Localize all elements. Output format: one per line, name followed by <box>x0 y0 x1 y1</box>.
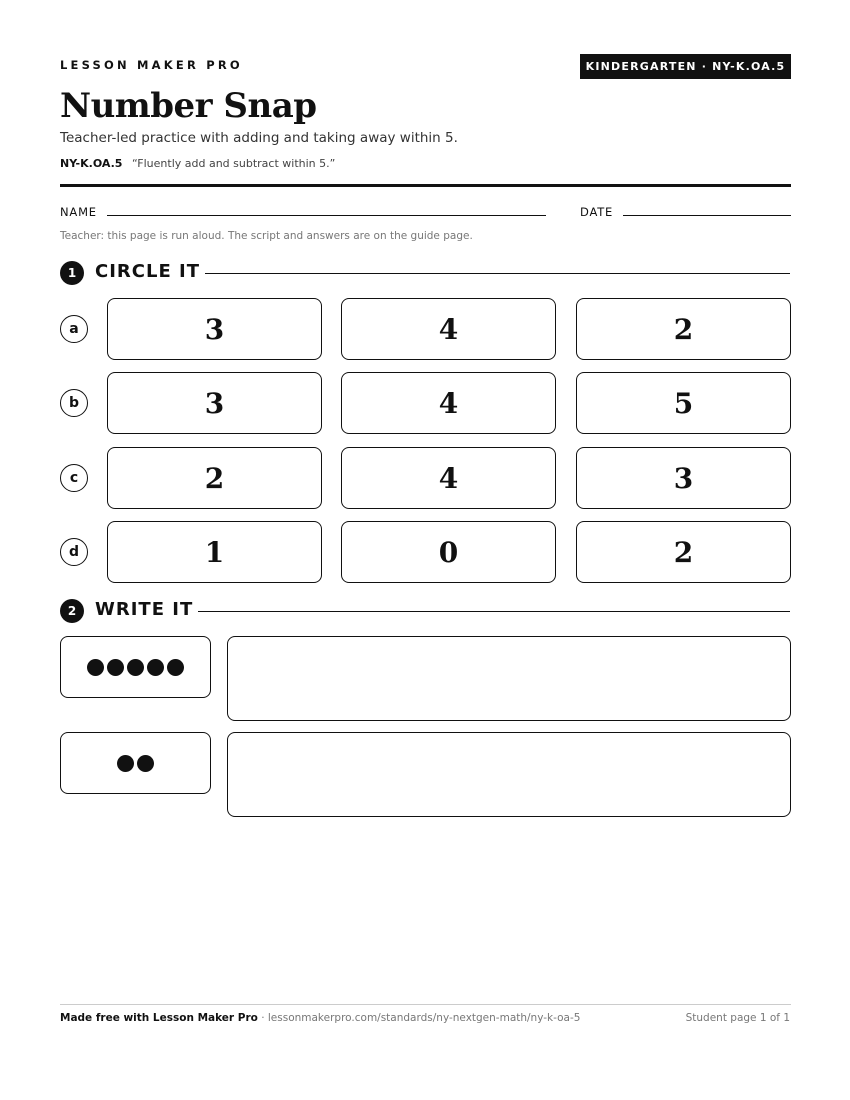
number-value: 5 <box>673 386 694 420</box>
number-option[interactable] <box>341 521 556 583</box>
number-value: 4 <box>438 461 459 495</box>
number-value: 1 <box>204 535 225 569</box>
brand-name: LESSON MAKER PRO <box>60 58 243 72</box>
name-label: NAME <box>60 205 97 219</box>
counting-dot <box>147 659 164 676</box>
counting-dot <box>87 659 104 676</box>
section-2-rule <box>198 611 790 612</box>
number-value: 4 <box>438 386 459 420</box>
worksheet-title: Number Snap <box>60 86 317 126</box>
row-letter-b: b <box>60 389 88 417</box>
number-value: 0 <box>438 535 459 569</box>
number-value: 2 <box>673 535 694 569</box>
answer-write-box[interactable] <box>227 732 791 817</box>
number-option[interactable] <box>341 372 556 434</box>
grade-standard-badge: KINDERGARTEN · NY-K.OA.5 <box>580 54 791 79</box>
footer-page-number: Student page 1 of 1 <box>685 1012 790 1024</box>
section-1-rule <box>205 273 790 274</box>
number-option[interactable] <box>576 447 791 509</box>
worksheet-subtitle: Teacher-led practice with adding and taking away within 5. <box>60 130 458 146</box>
section-1-title: CIRCLE IT <box>95 261 200 282</box>
number-option[interactable] <box>107 521 322 583</box>
standard-code: NY-K.OA.5 <box>60 157 123 170</box>
number-value: 4 <box>438 312 459 346</box>
number-value: 3 <box>204 386 225 420</box>
number-value: 3 <box>204 312 225 346</box>
section-1-number: 1 <box>60 261 84 285</box>
number-option[interactable] <box>576 298 791 360</box>
footer-credit <box>60 1012 580 1024</box>
counting-dot <box>167 659 184 676</box>
number-value: 2 <box>673 312 694 346</box>
dot-card <box>60 732 211 794</box>
name-field[interactable] <box>107 215 546 216</box>
number-value: 2 <box>204 461 225 495</box>
number-option[interactable] <box>576 372 791 434</box>
standard-description: “Fluently add and subtract within 5.” <box>131 157 336 170</box>
row-letter-a: a <box>60 315 88 343</box>
answer-write-box[interactable] <box>227 636 791 721</box>
counting-dot <box>127 659 144 676</box>
number-option[interactable] <box>107 372 322 434</box>
counting-dot <box>107 659 124 676</box>
footer-divider <box>60 1004 791 1005</box>
number-option[interactable] <box>341 298 556 360</box>
footer-made-with: Made free with Lesson Maker Pro <box>60 1012 258 1024</box>
dot-card <box>60 636 211 698</box>
row-letter-c: c <box>60 464 88 492</box>
number-option[interactable] <box>576 521 791 583</box>
counting-dot <box>137 755 154 772</box>
date-field[interactable] <box>623 215 791 216</box>
date-label: DATE <box>580 205 614 219</box>
footer-url[interactable]: · lessonmakerpro.com/standards/ny-nextgen-math/ny-k-oa-5 <box>257 1012 581 1024</box>
header-divider <box>60 184 791 187</box>
number-option[interactable] <box>107 298 322 360</box>
number-option[interactable] <box>107 447 322 509</box>
section-2-title: WRITE IT <box>95 599 194 620</box>
number-option[interactable] <box>341 447 556 509</box>
number-value: 3 <box>673 461 694 495</box>
teacher-note: Teacher: this page is run aloud. The script and answers are on the guide page. <box>60 230 473 242</box>
standard-line <box>60 157 335 170</box>
row-letter-d: d <box>60 538 88 566</box>
section-2-number: 2 <box>60 599 84 623</box>
counting-dot <box>117 755 134 772</box>
